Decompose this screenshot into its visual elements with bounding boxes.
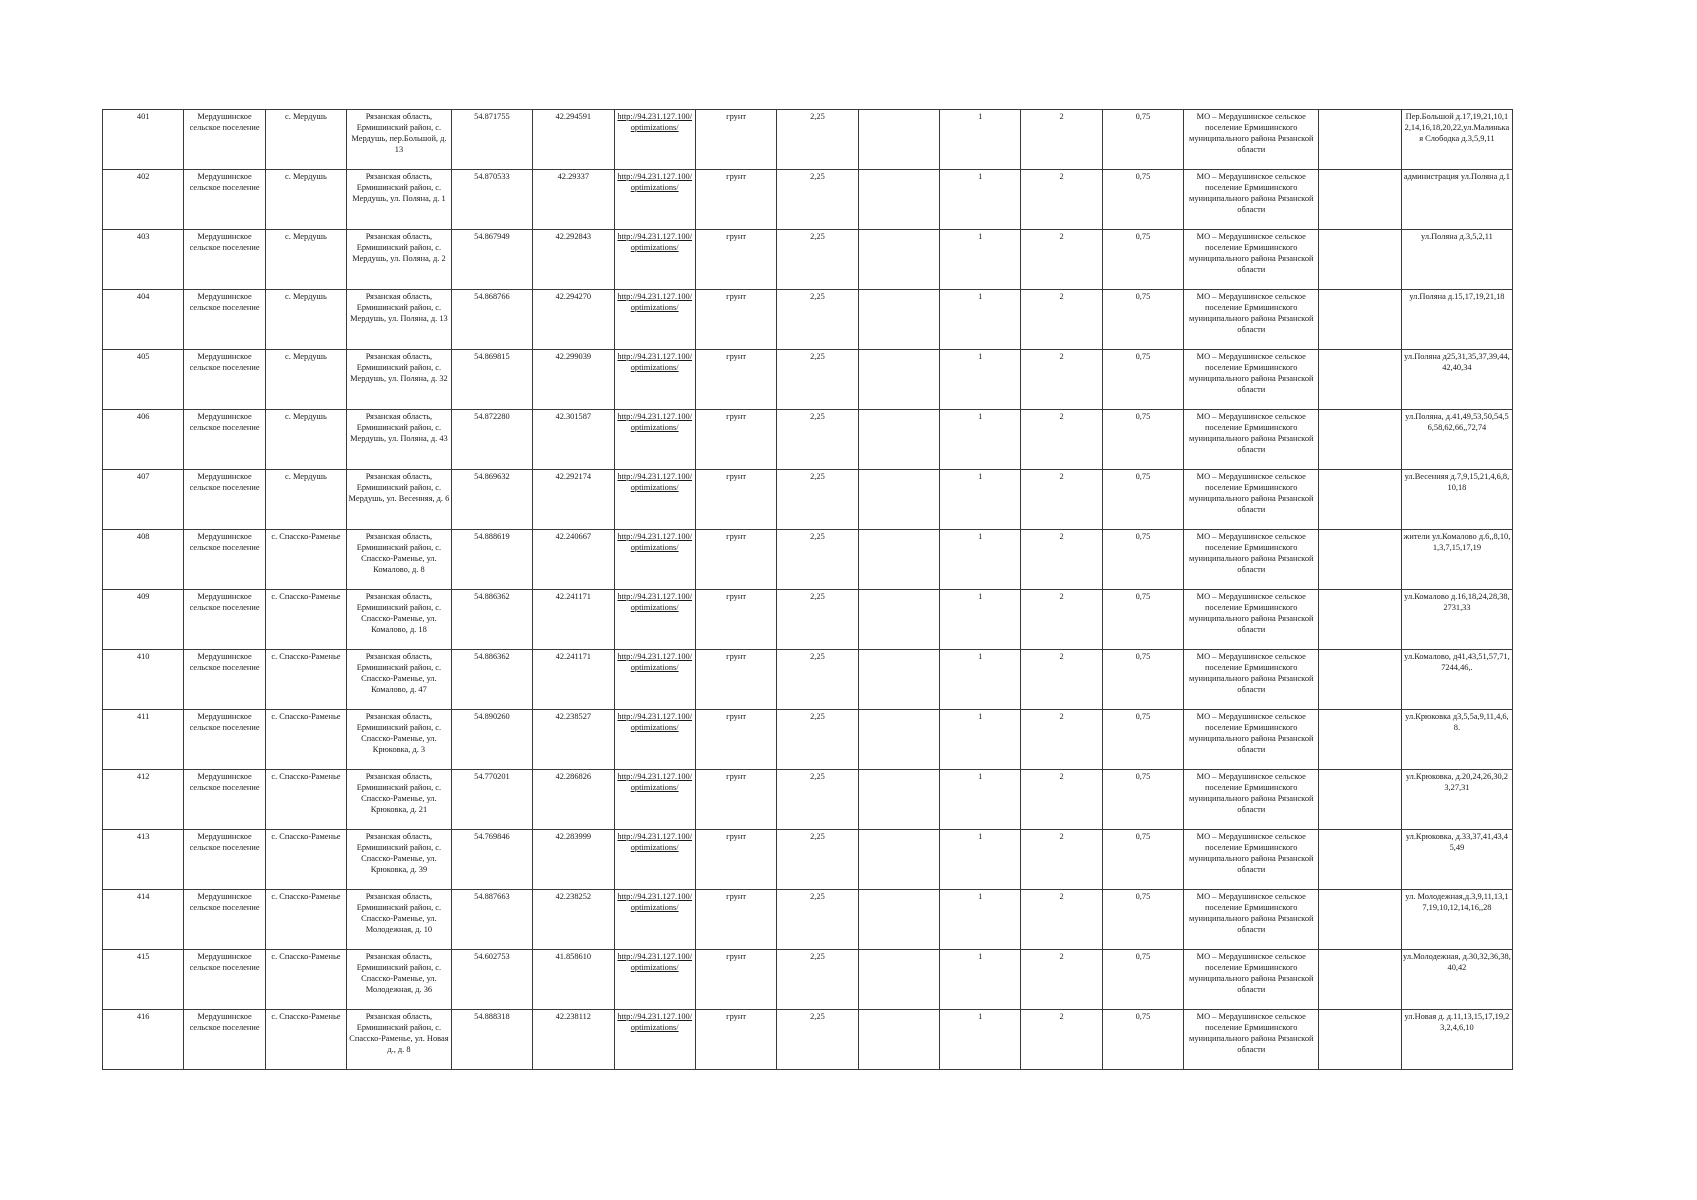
link-cell bbox=[614, 170, 695, 230]
latitude-cell: 54.868766 bbox=[451, 290, 532, 350]
sources-cell: ул. Молодежная,д.3,9,11,13,17,19,10,12,14,16,,28 bbox=[1401, 890, 1512, 950]
owner-cell: МО – Мердушинское сельское поселение Ермишинского муниципального района Рязанской области bbox=[1184, 770, 1319, 830]
container-count-cell: 1 bbox=[940, 410, 1021, 470]
longitude-cell: 42.240667 bbox=[533, 530, 614, 590]
owner-cell: МО – Мердушинское сельское поселение Ермишинского муниципального района Рязанской области bbox=[1184, 470, 1319, 530]
map-link[interactable]: http://94.231.127.100/optimizations/ bbox=[617, 772, 693, 792]
settlement-cell: Мердушинское сельское поселение bbox=[184, 350, 265, 410]
empty-cell bbox=[1319, 830, 1401, 890]
count-cell: 2 bbox=[1021, 230, 1102, 290]
map-link[interactable]: http://94.231.127.100/optimizations/ bbox=[617, 112, 693, 132]
village-cell: с. Мердушь bbox=[265, 230, 346, 290]
container-count-cell: 1 bbox=[940, 890, 1021, 950]
settlement-cell: Мердушинское сельское поселение bbox=[184, 290, 265, 350]
latitude-cell: 54.602753 bbox=[451, 950, 532, 1010]
address-cell: Рязанская область, Ермишинский район, с. Спасско-Раменье, ул. Молодежная, д. 10 bbox=[347, 890, 452, 950]
container-sites-table bbox=[102, 109, 1513, 1070]
owner-cell: МО – Мердушинское сельское поселение Ермишинского муниципального района Рязанской области bbox=[1184, 830, 1319, 890]
address-cell: Рязанская область, Ермишинский район, с. Спасско-Раменье, ул. Комалово, д. 18 bbox=[347, 590, 452, 650]
settlement-cell: Мердушинское сельское поселение bbox=[184, 770, 265, 830]
owner-cell: МО – Мердушинское сельское поселение Ермишинского муниципального района Рязанской области bbox=[1184, 890, 1319, 950]
empty-cell bbox=[1319, 770, 1401, 830]
count-cell: 2 bbox=[1021, 170, 1102, 230]
volume-cell: 0,75 bbox=[1102, 170, 1183, 230]
sources-cell: ул.Поляна д.3,5,2,11 bbox=[1401, 230, 1512, 290]
row-number: 410 bbox=[103, 650, 184, 710]
empty-cell bbox=[1319, 350, 1401, 410]
volume-cell: 0,75 bbox=[1102, 1010, 1183, 1070]
owner-cell: МО – Мердушинское сельское поселение Ермишинского муниципального района Рязанской области bbox=[1184, 350, 1319, 410]
map-link[interactable]: http://94.231.127.100/optimizations/ bbox=[617, 712, 693, 732]
count-cell: 2 bbox=[1021, 410, 1102, 470]
sources-cell: ул.Комалово, д41,43,51,57,71,7244,46,. bbox=[1401, 650, 1512, 710]
village-cell: с. Мердушь bbox=[265, 290, 346, 350]
surface-cell: грунт bbox=[695, 290, 776, 350]
surface-cell: грунт bbox=[695, 350, 776, 410]
surface-cell: грунт bbox=[695, 110, 776, 170]
volume-cell: 0,75 bbox=[1102, 290, 1183, 350]
map-link[interactable]: http://94.231.127.100/optimizations/ bbox=[617, 472, 693, 492]
longitude-cell: 42.241171 bbox=[533, 590, 614, 650]
container-count-cell: 1 bbox=[940, 290, 1021, 350]
owner-cell: МО – Мердушинское сельское поселение Ермишинского муниципального района Рязанской области bbox=[1184, 290, 1319, 350]
owner-cell: МО – Мердушинское сельское поселение Ермишинского муниципального района Рязанской области bbox=[1184, 650, 1319, 710]
settlement-cell: Мердушинское сельское поселение bbox=[184, 830, 265, 890]
empty-cell bbox=[858, 650, 939, 710]
empty-cell bbox=[1319, 170, 1401, 230]
surface-cell: грунт bbox=[695, 770, 776, 830]
surface-cell: грунт bbox=[695, 530, 776, 590]
settlement-cell: Мердушинское сельское поселение bbox=[184, 1010, 265, 1070]
settlement-cell: Мердушинское сельское поселение bbox=[184, 470, 265, 530]
village-cell: с. Спасско-Раменье bbox=[265, 950, 346, 1010]
settlement-cell: Мердушинское сельское поселение bbox=[184, 710, 265, 770]
owner-cell: МО – Мердушинское сельское поселение Ермишинского муниципального района Рязанской области bbox=[1184, 170, 1319, 230]
surface-cell: грунт bbox=[695, 950, 776, 1010]
link-cell bbox=[614, 1010, 695, 1070]
longitude-cell: 42.286826 bbox=[533, 770, 614, 830]
table-body bbox=[103, 110, 1513, 1070]
latitude-cell: 54.870533 bbox=[451, 170, 532, 230]
area-cell: 2,25 bbox=[777, 530, 858, 590]
map-link[interactable]: http://94.231.127.100/optimizations/ bbox=[617, 232, 693, 252]
link-cell bbox=[614, 830, 695, 890]
map-link[interactable]: http://94.231.127.100/optimizations/ bbox=[617, 892, 693, 912]
empty-cell bbox=[1319, 590, 1401, 650]
table-row bbox=[103, 830, 1513, 890]
longitude-cell: 42.241171 bbox=[533, 650, 614, 710]
empty-cell bbox=[858, 230, 939, 290]
settlement-cell: Мердушинское сельское поселение bbox=[184, 590, 265, 650]
link-cell bbox=[614, 950, 695, 1010]
longitude-cell: 42.283999 bbox=[533, 830, 614, 890]
table-row bbox=[103, 350, 1513, 410]
settlement-cell: Мердушинское сельское поселение bbox=[184, 530, 265, 590]
owner-cell: МО – Мердушинское сельское поселение Ермишинского муниципального района Рязанской области bbox=[1184, 530, 1319, 590]
empty-cell bbox=[1319, 290, 1401, 350]
volume-cell: 0,75 bbox=[1102, 710, 1183, 770]
settlement-cell: Мердушинское сельское поселение bbox=[184, 410, 265, 470]
area-cell: 2,25 bbox=[777, 110, 858, 170]
empty-cell bbox=[858, 170, 939, 230]
latitude-cell: 54.769846 bbox=[451, 830, 532, 890]
row-number: 403 bbox=[103, 230, 184, 290]
village-cell: с. Спасско-Раменье bbox=[265, 830, 346, 890]
surface-cell: грунт bbox=[695, 650, 776, 710]
volume-cell: 0,75 bbox=[1102, 770, 1183, 830]
map-link[interactable]: http://94.231.127.100/optimizations/ bbox=[617, 592, 693, 612]
area-cell: 2,25 bbox=[777, 1010, 858, 1070]
owner-cell: МО – Мердушинское сельское поселение Ермишинского муниципального района Рязанской области bbox=[1184, 230, 1319, 290]
link-cell bbox=[614, 470, 695, 530]
row-number: 407 bbox=[103, 470, 184, 530]
volume-cell: 0,75 bbox=[1102, 890, 1183, 950]
volume-cell: 0,75 bbox=[1102, 590, 1183, 650]
link-cell bbox=[614, 350, 695, 410]
longitude-cell: 42.294270 bbox=[533, 290, 614, 350]
link-cell bbox=[614, 290, 695, 350]
volume-cell: 0,75 bbox=[1102, 230, 1183, 290]
owner-cell: МО – Мердушинское сельское поселение Ермишинского муниципального района Рязанской области bbox=[1184, 590, 1319, 650]
latitude-cell: 54.869815 bbox=[451, 350, 532, 410]
area-cell: 2,25 bbox=[777, 590, 858, 650]
table-row bbox=[103, 590, 1513, 650]
area-cell: 2,25 bbox=[777, 170, 858, 230]
area-cell: 2,25 bbox=[777, 830, 858, 890]
table-row bbox=[103, 710, 1513, 770]
latitude-cell: 54.770201 bbox=[451, 770, 532, 830]
table-row bbox=[103, 170, 1513, 230]
latitude-cell: 54.869632 bbox=[451, 470, 532, 530]
link-cell bbox=[614, 710, 695, 770]
longitude-cell: 42.29337 bbox=[533, 170, 614, 230]
row-number: 405 bbox=[103, 350, 184, 410]
sources-cell: ул.Новая д. д.11,13,15,17,19,23,2,4,6,10 bbox=[1401, 1010, 1512, 1070]
map-link[interactable]: http://94.231.127.100/optimizations/ bbox=[617, 832, 693, 852]
empty-cell bbox=[858, 410, 939, 470]
address-cell: Рязанская область, Ермишинский район, с. Спасско-Раменье, ул. Комалово, д. 47 bbox=[347, 650, 452, 710]
longitude-cell: 42.301587 bbox=[533, 410, 614, 470]
count-cell: 2 bbox=[1021, 650, 1102, 710]
address-cell: Рязанская область, Ермишинский район, с. Спасско-Раменье, ул. Крюковка, д. 39 bbox=[347, 830, 452, 890]
empty-cell bbox=[858, 350, 939, 410]
village-cell: с. Спасско-Раменье bbox=[265, 890, 346, 950]
sources-cell: ул.Поляна д25,31,35,37,39,44,42,40,34 bbox=[1401, 350, 1512, 410]
container-count-cell: 1 bbox=[940, 770, 1021, 830]
address-cell: Рязанская область, Ермишинский район, с. Спасско-Раменье, ул. Комалово, д. 8 bbox=[347, 530, 452, 590]
count-cell: 2 bbox=[1021, 530, 1102, 590]
village-cell: с. Спасско-Раменье bbox=[265, 590, 346, 650]
table-row bbox=[103, 410, 1513, 470]
owner-cell: МО – Мердушинское сельское поселение Ермишинского муниципального района Рязанской области bbox=[1184, 950, 1319, 1010]
latitude-cell: 54.890260 bbox=[451, 710, 532, 770]
container-count-cell: 1 bbox=[940, 650, 1021, 710]
count-cell: 2 bbox=[1021, 1010, 1102, 1070]
table-row bbox=[103, 530, 1513, 590]
area-cell: 2,25 bbox=[777, 290, 858, 350]
surface-cell: грунт bbox=[695, 710, 776, 770]
link-cell bbox=[614, 590, 695, 650]
longitude-cell: 42.238112 bbox=[533, 1010, 614, 1070]
empty-cell bbox=[858, 530, 939, 590]
village-cell: с. Спасско-Раменье bbox=[265, 710, 346, 770]
row-number: 408 bbox=[103, 530, 184, 590]
container-count-cell: 1 bbox=[940, 710, 1021, 770]
longitude-cell: 42.292174 bbox=[533, 470, 614, 530]
row-number: 413 bbox=[103, 830, 184, 890]
village-cell: с. Мердушь bbox=[265, 470, 346, 530]
container-count-cell: 1 bbox=[940, 1010, 1021, 1070]
count-cell: 2 bbox=[1021, 590, 1102, 650]
empty-cell bbox=[1319, 650, 1401, 710]
village-cell: с. Мердушь bbox=[265, 410, 346, 470]
village-cell: с. Спасско-Раменье bbox=[265, 530, 346, 590]
empty-cell bbox=[858, 950, 939, 1010]
registry-sheet bbox=[102, 109, 1513, 1070]
sources-cell: жители ул.Комалово д.6,,8,10,1,3,7,15,17,19 bbox=[1401, 530, 1512, 590]
container-count-cell: 1 bbox=[940, 590, 1021, 650]
surface-cell: грунт bbox=[695, 410, 776, 470]
area-cell: 2,25 bbox=[777, 710, 858, 770]
empty-cell bbox=[1319, 890, 1401, 950]
empty-cell bbox=[1319, 230, 1401, 290]
volume-cell: 0,75 bbox=[1102, 110, 1183, 170]
village-cell: с. Спасско-Раменье bbox=[265, 1010, 346, 1070]
link-cell bbox=[614, 770, 695, 830]
village-cell: с. Мердушь bbox=[265, 350, 346, 410]
empty-cell bbox=[1319, 530, 1401, 590]
map-link[interactable]: http://94.231.127.100/optimizations/ bbox=[617, 412, 693, 432]
container-count-cell: 1 bbox=[940, 110, 1021, 170]
empty-cell bbox=[1319, 710, 1401, 770]
row-number: 415 bbox=[103, 950, 184, 1010]
volume-cell: 0,75 bbox=[1102, 470, 1183, 530]
address-cell: Рязанская область, Ермишинский район, с. Мердушь, ул. Весенняя, д. 6 bbox=[347, 470, 452, 530]
longitude-cell: 42.238527 bbox=[533, 710, 614, 770]
link-cell bbox=[614, 230, 695, 290]
settlement-cell: Мердушинское сельское поселение bbox=[184, 650, 265, 710]
empty-cell bbox=[1319, 950, 1401, 1010]
volume-cell: 0,75 bbox=[1102, 410, 1183, 470]
volume-cell: 0,75 bbox=[1102, 350, 1183, 410]
settlement-cell: Мердушинское сельское поселение bbox=[184, 110, 265, 170]
area-cell: 2,25 bbox=[777, 890, 858, 950]
settlement-cell: Мердушинское сельское поселение bbox=[184, 170, 265, 230]
surface-cell: грунт bbox=[695, 890, 776, 950]
volume-cell: 0,75 bbox=[1102, 830, 1183, 890]
row-number: 404 bbox=[103, 290, 184, 350]
area-cell: 2,25 bbox=[777, 770, 858, 830]
empty-cell bbox=[858, 830, 939, 890]
row-number: 416 bbox=[103, 1010, 184, 1070]
settlement-cell: Мердушинское сельское поселение bbox=[184, 230, 265, 290]
sources-cell: ул.Комалово д.16,18,24,28,38,2731,33 bbox=[1401, 590, 1512, 650]
owner-cell: МО – Мердушинское сельское поселение Ермишинского муниципального района Рязанской области bbox=[1184, 410, 1319, 470]
sources-cell: ул.Крюковка, д.20,24,26,30,23,27,31 bbox=[1401, 770, 1512, 830]
count-cell: 2 bbox=[1021, 290, 1102, 350]
surface-cell: грунт bbox=[695, 590, 776, 650]
owner-cell: МО – Мердушинское сельское поселение Ермишинского муниципального района Рязанской области bbox=[1184, 710, 1319, 770]
empty-cell bbox=[858, 710, 939, 770]
map-link[interactable]: http://94.231.127.100/optimizations/ bbox=[617, 952, 693, 972]
link-cell bbox=[614, 530, 695, 590]
sources-cell: администрация ул.Поляна д.1 bbox=[1401, 170, 1512, 230]
latitude-cell: 54.872280 bbox=[451, 410, 532, 470]
link-cell bbox=[614, 650, 695, 710]
latitude-cell: 54.886362 bbox=[451, 650, 532, 710]
empty-cell bbox=[858, 290, 939, 350]
settlement-cell: Мердушинское сельское поселение bbox=[184, 950, 265, 1010]
volume-cell: 0,75 bbox=[1102, 650, 1183, 710]
sources-cell: ул.Крюковка, д.33,37,41,43,45,49 bbox=[1401, 830, 1512, 890]
sources-cell: ул.Весенняя д.7,9,15,21,4,6,8,10,18 bbox=[1401, 470, 1512, 530]
volume-cell: 0,75 bbox=[1102, 950, 1183, 1010]
longitude-cell: 42.238252 bbox=[533, 890, 614, 950]
table-row bbox=[103, 950, 1513, 1010]
map-link[interactable]: http://94.231.127.100/optimizations/ bbox=[617, 532, 693, 552]
container-count-cell: 1 bbox=[940, 470, 1021, 530]
empty-cell bbox=[1319, 1010, 1401, 1070]
table-row bbox=[103, 770, 1513, 830]
row-number: 414 bbox=[103, 890, 184, 950]
empty-cell bbox=[858, 890, 939, 950]
map-link[interactable]: http://94.231.127.100/optimizations/ bbox=[617, 292, 693, 312]
latitude-cell: 54.867949 bbox=[451, 230, 532, 290]
address-cell: Рязанская область, Ермишинский район, с. Мердушь, ул. Полянa, д. 1 bbox=[347, 170, 452, 230]
address-cell: Рязанская область, Ермишинский район, с. Мердушь, ул. Поляна, д. 43 bbox=[347, 410, 452, 470]
address-cell: Рязанская область, Ермишинский район, с. Мердушь, ул. Поляна, д. 13 bbox=[347, 290, 452, 350]
count-cell: 2 bbox=[1021, 890, 1102, 950]
row-number: 411 bbox=[103, 710, 184, 770]
empty-cell bbox=[1319, 110, 1401, 170]
table-row bbox=[103, 290, 1513, 350]
area-cell: 2,25 bbox=[777, 950, 858, 1010]
table-row bbox=[103, 470, 1513, 530]
longitude-cell: 42.292843 bbox=[533, 230, 614, 290]
area-cell: 2,25 bbox=[777, 650, 858, 710]
table-row bbox=[103, 1010, 1513, 1070]
sources-cell: ул.Поляна, д.41,49,53,50,54,56,58,62,66,,72,74 bbox=[1401, 410, 1512, 470]
row-number: 402 bbox=[103, 170, 184, 230]
address-cell: Рязанская область, Ермишинский район, с. Спасско-Раменье, ул. Молодежная, д. 36 bbox=[347, 950, 452, 1010]
link-cell bbox=[614, 410, 695, 470]
link-cell bbox=[614, 110, 695, 170]
address-cell: Рязанская область, Ермишинский район, с. Мердушь, пер.Большой, д. 13 bbox=[347, 110, 452, 170]
address-cell: Рязанская область, Ермишинский район, с. Спасско-Раменье, ул. Новая д., д. 8 bbox=[347, 1010, 452, 1070]
row-number: 406 bbox=[103, 410, 184, 470]
table-row bbox=[103, 650, 1513, 710]
surface-cell: грунт bbox=[695, 1010, 776, 1070]
row-number: 401 bbox=[103, 110, 184, 170]
map-link[interactable]: http://94.231.127.100/optimizations/ bbox=[617, 172, 693, 192]
address-cell: Рязанская область, Ермишинский район, с. Мердушь, ул. Поляна, д. 32 bbox=[347, 350, 452, 410]
village-cell: с. Спасско-Раменье bbox=[265, 650, 346, 710]
table-row bbox=[103, 110, 1513, 170]
container-count-cell: 1 bbox=[940, 350, 1021, 410]
count-cell: 2 bbox=[1021, 950, 1102, 1010]
row-number: 409 bbox=[103, 590, 184, 650]
volume-cell: 0,75 bbox=[1102, 530, 1183, 590]
village-cell: с. Мердушь bbox=[265, 110, 346, 170]
map-link[interactable]: http://94.231.127.100/optimizations/ bbox=[617, 652, 693, 672]
count-cell: 2 bbox=[1021, 710, 1102, 770]
area-cell: 2,25 bbox=[777, 350, 858, 410]
count-cell: 2 bbox=[1021, 830, 1102, 890]
longitude-cell: 42.294591 bbox=[533, 110, 614, 170]
table-row bbox=[103, 890, 1513, 950]
latitude-cell: 54.871755 bbox=[451, 110, 532, 170]
sources-cell: ул.Поляна д.15,17,19,21,18 bbox=[1401, 290, 1512, 350]
count-cell: 2 bbox=[1021, 770, 1102, 830]
link-cell bbox=[614, 890, 695, 950]
settlement-cell: Мердушинское сельское поселение bbox=[184, 890, 265, 950]
address-cell: Рязанская область, Ермишинский район, с. Мердушь, ул. Поляна, д. 2 bbox=[347, 230, 452, 290]
count-cell: 2 bbox=[1021, 110, 1102, 170]
longitude-cell: 42.299039 bbox=[533, 350, 614, 410]
surface-cell: грунт bbox=[695, 170, 776, 230]
empty-cell bbox=[858, 1010, 939, 1070]
empty-cell bbox=[1319, 470, 1401, 530]
area-cell: 2,25 bbox=[777, 230, 858, 290]
latitude-cell: 54.888619 bbox=[451, 530, 532, 590]
owner-cell: МО – Мердушинское сельское поселение Ермишинского муниципального района Рязанской области bbox=[1184, 110, 1319, 170]
count-cell: 2 bbox=[1021, 470, 1102, 530]
longitude-cell: 41.858610 bbox=[533, 950, 614, 1010]
row-number: 412 bbox=[103, 770, 184, 830]
address-cell: Рязанская область, Ермишинский район, с. Спасско-Раменье, ул. Крюковка, д. 3 bbox=[347, 710, 452, 770]
empty-cell bbox=[858, 110, 939, 170]
surface-cell: грунт bbox=[695, 830, 776, 890]
owner-cell: МО – Мердушинское сельское поселение Ермишинского муниципального района Рязанской области bbox=[1184, 1010, 1319, 1070]
table-row bbox=[103, 230, 1513, 290]
sources-cell: ул.Молодежная, д.30,32,36,38,40,42 bbox=[1401, 950, 1512, 1010]
count-cell: 2 bbox=[1021, 350, 1102, 410]
empty-cell bbox=[858, 470, 939, 530]
sources-cell: Пер.Большой д.17,19,21,10,12,14,16,18,20,22,ул.Малинькая Слободка д.3,5,9,11 bbox=[1401, 110, 1512, 170]
container-count-cell: 1 bbox=[940, 530, 1021, 590]
village-cell: с. Спасско-Раменье bbox=[265, 770, 346, 830]
surface-cell: грунт bbox=[695, 230, 776, 290]
container-count-cell: 1 bbox=[940, 170, 1021, 230]
empty-cell bbox=[858, 770, 939, 830]
empty-cell bbox=[1319, 410, 1401, 470]
latitude-cell: 54.886362 bbox=[451, 590, 532, 650]
area-cell: 2,25 bbox=[777, 470, 858, 530]
latitude-cell: 54.887663 bbox=[451, 890, 532, 950]
village-cell: с. Мердушь bbox=[265, 170, 346, 230]
container-count-cell: 1 bbox=[940, 950, 1021, 1010]
latitude-cell: 54.888318 bbox=[451, 1010, 532, 1070]
container-count-cell: 1 bbox=[940, 830, 1021, 890]
sources-cell: ул.Крюковка д3,5,5а,9,11,4,6,8. bbox=[1401, 710, 1512, 770]
area-cell: 2,25 bbox=[777, 410, 858, 470]
map-link[interactable]: http://94.231.127.100/optimizations/ bbox=[617, 352, 693, 372]
surface-cell: грунт bbox=[695, 470, 776, 530]
empty-cell bbox=[858, 590, 939, 650]
address-cell: Рязанская область, Ермишинский район, с. Спасско-Раменье, ул. Крюковка, д. 21 bbox=[347, 770, 452, 830]
map-link[interactable]: http://94.231.127.100/optimizations/ bbox=[617, 1012, 693, 1032]
container-count-cell: 1 bbox=[940, 230, 1021, 290]
